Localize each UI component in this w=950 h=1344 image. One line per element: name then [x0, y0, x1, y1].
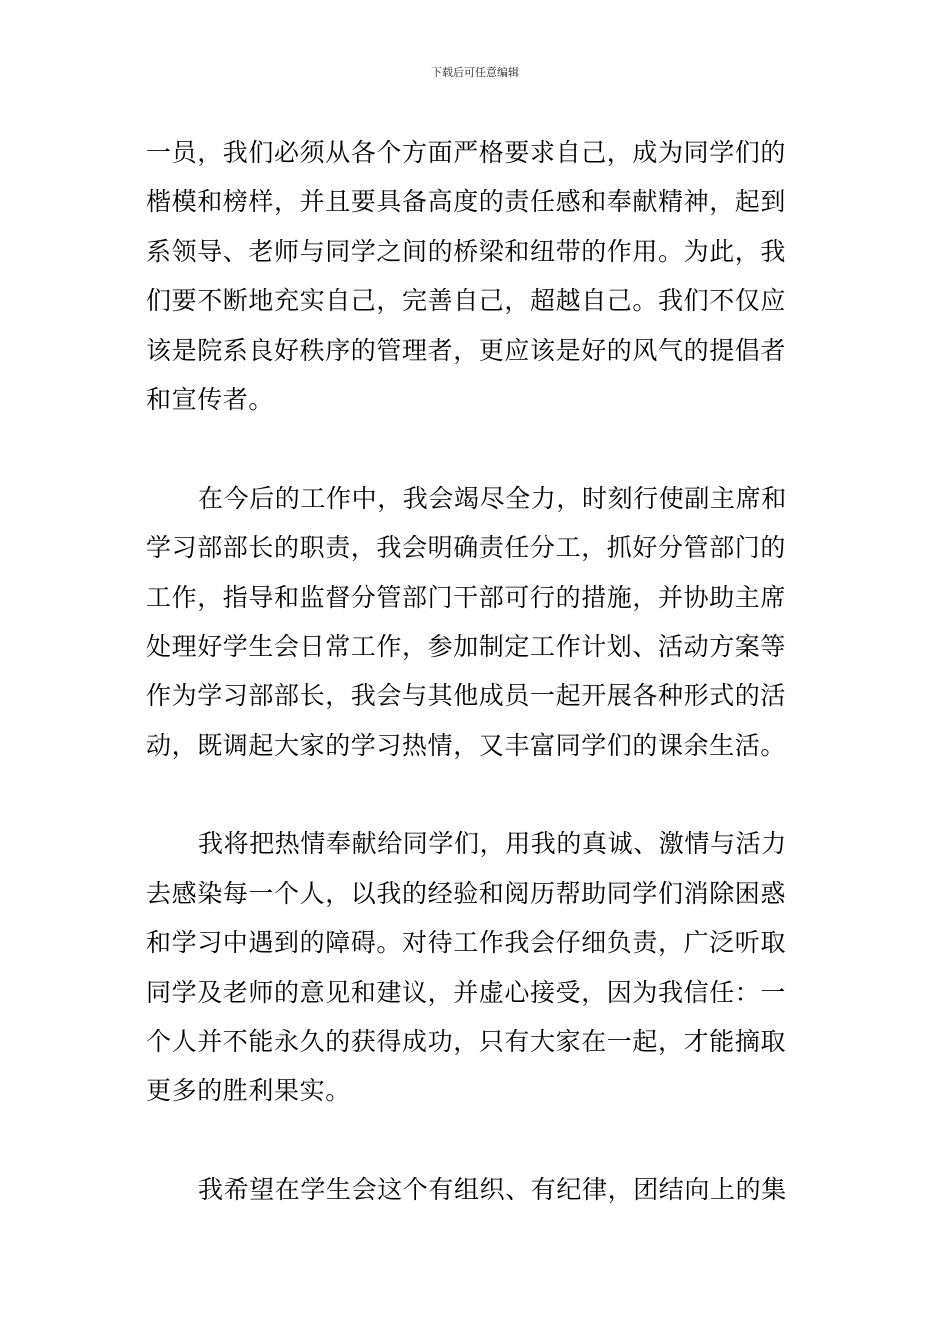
text-line: 处理好学生会日常工作，参加制定工作计划、活动方案等 — [146, 631, 787, 661]
text-line: 在今后的工作中，我会竭尽全力，时刻行使副主席和 — [198, 483, 787, 513]
paragraph-gap — [146, 770, 806, 819]
text-line: 一员，我们必须从各个方面严格要求自己，成为同学们的 — [146, 138, 787, 167]
text-line: 该是院系良好秩序的管理者，更应该是好的风气的提倡者 — [146, 335, 787, 365]
text-line: 们要不断地充实自己，完善自己，超越自己。我们不仅应 — [146, 286, 787, 316]
text-line: 和宣传者。 — [146, 384, 275, 414]
text-line: 工作，指导和监督分管部门干部可行的措施，并协助主席 — [146, 582, 787, 612]
text-line: 和学习中遇到的障碍。对待工作我会仔细负责，广泛听取 — [146, 928, 787, 958]
paragraph — [146, 1165, 806, 1214]
paragraph-gap — [146, 424, 806, 473]
text-line: 更多的胜利果实。 — [146, 1076, 351, 1106]
document-body — [146, 128, 806, 1215]
page-header: 下载后可任意编辑 — [431, 66, 519, 79]
text-line: 动，既调起大家的学习热情，又丰富同学们的课余生活。 — [146, 730, 787, 760]
paragraph — [146, 474, 806, 770]
text-line: 去感染每一个人，以我的经验和阅历帮助同学们消除困惑 — [146, 878, 787, 908]
text-line: 学习部部长的职责，我会明确责任分工，抓好分管部门的 — [146, 533, 787, 563]
paragraph — [146, 819, 806, 1115]
text-line: 系领导、老师与同学之间的桥梁和纽带的作用。为此，我 — [146, 236, 787, 266]
text-line: 个人并不能永久的获得成功，只有大家在一起，才能摘取 — [146, 1027, 787, 1057]
text-line: 作为学习部部长，我会与其他成员一起开展各种形式的活 — [146, 681, 787, 711]
text-line: 我将把热情奉献给同学们，用我的真诚、激情与活力 — [198, 829, 787, 859]
text-line: 同学及老师的意见和建议，并虚心接受，因为我信任：一 — [146, 977, 787, 1007]
text-line: 楷模和榜样，并且要具备高度的责任感和奉献精神，起到 — [146, 187, 787, 217]
paragraph-gap — [146, 1116, 806, 1165]
paragraph — [146, 128, 806, 424]
text-line: 我希望在学生会这个有组织、有纪律，团结向上的集 — [198, 1175, 787, 1205]
